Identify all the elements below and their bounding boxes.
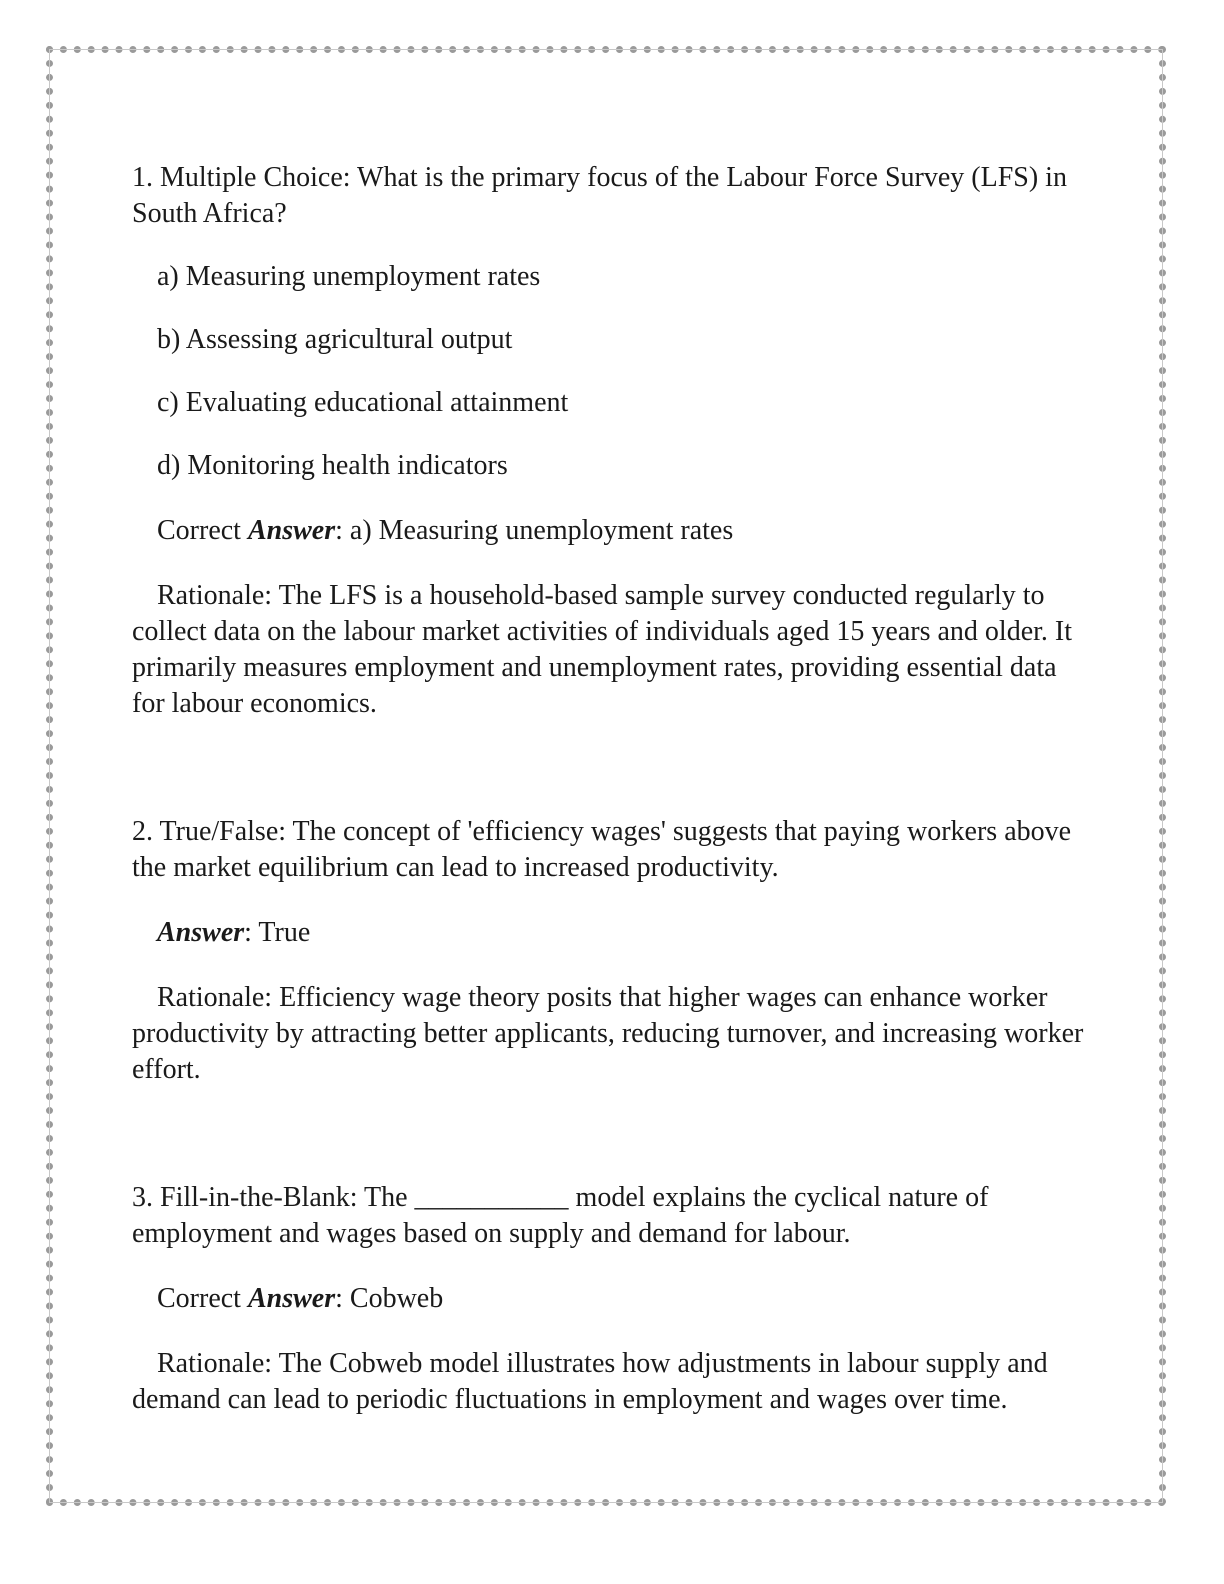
question-1-option-a: a) Measuring unemployment rates [157,261,541,292]
question-block-3 [132,1180,1092,1418]
question-3-rationale: Rationale: The Cobweb model illustrates how adjustments in labour supply and demand can lead to periodic fluctuations in employment and wages over time. [132,1348,1048,1415]
question-1-rationale: Rationale: The LFS is a household-based sample survey conducted regularly to collect data on the labour market activities of individuals aged 15 years and older. It primarily measures employment and unemployment rates, providing essential data for labour economics. [132,580,1073,719]
question-2-rationale: Rationale: Efficiency wage theory posits that higher wages can enhance worker productivity by attracting better applicants, reducing turnover, and increasing worker effort. [132,982,1084,1085]
question-3-text: 3. Fill-in-the-Blank: The ___________ model explains the cyclical nature of employment and wages based on supply and demand for labour. [132,1182,989,1249]
question-2-answer [132,915,1092,951]
question-1-option-d: d) Monitoring health indicators [157,450,508,481]
answer-label: Answer [157,917,245,948]
question-block-1 [132,160,1092,722]
question-1-answer [132,513,1092,549]
answer-value: : True [244,917,311,948]
document-content [132,160,1092,1418]
question-1-option-c: c) Evaluating educational attainment [157,387,569,418]
answer-value: : Cobweb [335,1283,444,1314]
question-3-answer [132,1281,1092,1317]
question-2-text: 2. True/False: The concept of 'efficiency wages' suggests that paying workers above the market equilibrium can lead to increased productivity. [132,816,1072,883]
question-1-text: 1. Multiple Choice: What is the primary focus of the Labour Force Survey (LFS) in South Africa? [132,162,1067,229]
answer-value: : a) Measuring unemployment rates [335,515,734,546]
answer-label: Answer [247,515,336,546]
answer-prefix: Correct [157,1283,248,1314]
question-1-option-b: b) Assessing agricultural output [157,324,513,355]
question-block-2 [132,814,1092,1088]
answer-prefix: Correct [157,515,248,546]
answer-label: Answer [247,1283,336,1314]
